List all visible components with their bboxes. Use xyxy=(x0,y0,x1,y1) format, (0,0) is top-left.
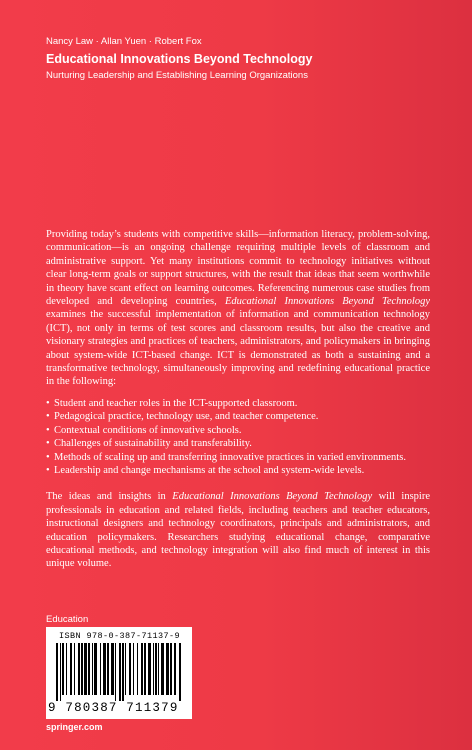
barcode-bar xyxy=(100,643,101,695)
barcode-bar xyxy=(133,643,134,695)
blurb-paragraph-2 xyxy=(46,490,430,570)
barcode-bar xyxy=(141,643,143,695)
barcode-bar xyxy=(137,643,138,695)
barcode-bar xyxy=(103,643,106,695)
blurb-text: The ideas and insights in xyxy=(46,491,173,503)
barcode-bar xyxy=(88,643,90,695)
list-item: • Methods of scaling up and transferring innovative practices in varied environments. xyxy=(46,451,430,464)
list-item: • Contextual conditions of innovative schools. xyxy=(46,424,430,437)
barcode-bar xyxy=(115,643,116,701)
barcode-bar xyxy=(56,643,58,701)
isbn-barcode xyxy=(46,627,192,719)
blurb-book-title: Educational Innovations Beyond Technology xyxy=(172,491,373,503)
ean-digits: 9 780387 711379 xyxy=(48,701,179,715)
barcode-bar xyxy=(78,643,80,695)
blurb-book-title: Educational Innovations Beyond Technology xyxy=(224,296,430,308)
barcode-bar xyxy=(74,643,75,695)
barcode-bar xyxy=(66,643,67,695)
blurb-text: Providing today’s students with competitive skills—information literacy, problem-solving, communication—is an ongoing challenge requiring multiple levels of classroom and administrative support. Yet many institutions commit to technology initiatives without clear long-term goals or support structures, with the result that ideas that seem worthwhile in theory have scant effect on learning outcomes. Referencing numerous case studies from developed and developing countries, xyxy=(46,229,430,308)
barcode-bar xyxy=(84,643,87,695)
barcode-bar xyxy=(129,643,131,695)
barcode-bar xyxy=(111,643,114,695)
barcode-bar xyxy=(155,643,157,695)
list-item: • Student and teacher roles in the ICT-supported classroom. xyxy=(46,397,430,410)
barcode-bar xyxy=(158,643,159,695)
barcode-bar xyxy=(170,643,172,695)
barcode-bars xyxy=(54,643,184,701)
barcode-bar xyxy=(119,643,121,701)
barcode-bar xyxy=(92,643,93,695)
barcode-bar xyxy=(125,643,126,695)
blurb-text: will inspire professionals in education and related fields, including teachers and teacher educators, instructional designers and technology coordinators, principals and administrators, and education policymakers. Researchers studying educational change, comparative educational methods, and technology integration will also find much of interest in this unique volume. xyxy=(46,491,430,570)
barcode-bar xyxy=(148,643,151,695)
back-cover-blurb xyxy=(46,228,430,571)
barcode-bar xyxy=(107,643,109,695)
subject-category: Education xyxy=(46,614,89,625)
book-subtitle: Nurturing Leadership and Establishing Learning Organizations xyxy=(46,70,308,81)
barcode-bar xyxy=(94,643,97,695)
book-title: Educational Innovations Beyond Technology xyxy=(46,52,313,66)
topic-list xyxy=(46,397,430,477)
barcode-bar xyxy=(62,643,64,695)
list-item: • Pedagogical practice, technology use, and teacher competence. xyxy=(46,410,430,423)
barcode-bar xyxy=(70,643,72,695)
isbn-label: ISBN 978-0-387-71137-9 xyxy=(59,631,181,641)
barcode-bar xyxy=(153,643,154,695)
blurb-paragraph-1 xyxy=(46,228,430,389)
barcode-bar xyxy=(161,643,164,695)
blurb-text: examines the successful implementation of information and communication technology (ICT), not only in terms of test scores and classroom results, but also the creative and visionary strategies and practices of teachers, administrators, and policymakers in bringing about system-wide ICT-based change. ICT is demonstrated as both a sustaining and a transformative technology, simultaneously improving and redefining educational practice in the following: xyxy=(46,309,430,388)
barcode-bar xyxy=(174,643,176,695)
list-item: • Challenges of sustainability and transferability. xyxy=(46,437,430,450)
authors: Nancy Law · Allan Yuen · Robert Fox xyxy=(46,36,202,47)
barcode-bar xyxy=(122,643,124,701)
barcode-bar xyxy=(81,643,83,695)
barcode-bar xyxy=(166,643,169,695)
barcode-bar xyxy=(144,643,146,695)
cover-header xyxy=(46,36,446,82)
list-item: • Leadership and change mechanisms at the school and system-wide levels. xyxy=(46,464,430,477)
barcode-bar xyxy=(60,643,61,701)
publisher-url[interactable]: springer.com xyxy=(46,722,103,732)
barcode-bar xyxy=(179,643,181,701)
